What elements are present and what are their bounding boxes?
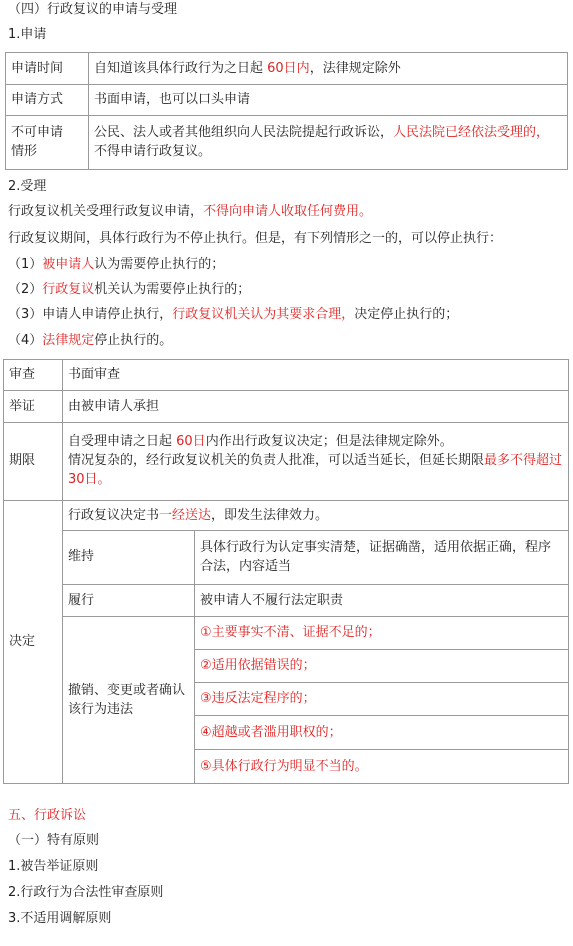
principle-item: 3.不适用调解原则 bbox=[8, 911, 112, 926]
table-row bbox=[6, 116, 568, 170]
sub-label: 撤销、变更或者确认该行为违法 bbox=[63, 617, 195, 784]
text-span: 不得申请行政复议。 bbox=[94, 143, 212, 159]
text-span: 停止执行的。 bbox=[94, 333, 173, 348]
highlight-text: 最多不得超过 30日。 bbox=[68, 453, 563, 487]
highlight-text: 行政复议 bbox=[42, 282, 95, 297]
row-label: 申请方式 bbox=[6, 85, 89, 116]
table-row bbox=[4, 501, 569, 531]
accept-paragraph bbox=[8, 203, 372, 222]
text-span: ，法律规定除外 bbox=[309, 60, 401, 76]
row-value: 由被申请人承担 bbox=[63, 391, 569, 423]
text-span: 行政复议决定书 bbox=[68, 507, 160, 523]
subsection-apply: 1.申请 bbox=[8, 27, 47, 42]
text-span: 机关认为需要停止执行的； bbox=[94, 282, 251, 297]
table-row bbox=[4, 391, 569, 423]
highlight-text: 不得向申请人收取任何费用。 bbox=[203, 204, 373, 219]
principle-item: 1.被告举证原则 bbox=[8, 859, 99, 874]
row-label-line: 情形 bbox=[11, 143, 38, 159]
row-value: 书面审查 bbox=[63, 360, 569, 391]
review-table bbox=[3, 359, 569, 784]
table-row bbox=[4, 531, 569, 585]
decision-intro bbox=[63, 501, 569, 531]
sub-label: 履行 bbox=[63, 585, 195, 617]
highlight-text: 法律规定 bbox=[42, 333, 95, 348]
section-heading-5: 五、行政诉讼 bbox=[8, 808, 87, 823]
revoke-reason: ⑤具体行政行为明显不当的。 bbox=[195, 750, 569, 784]
section-heading-4: （四）行政复议的申请与受理 bbox=[8, 2, 178, 17]
row-value bbox=[89, 53, 568, 85]
stop-item bbox=[8, 332, 172, 351]
revoke-reason: ②适用依据错误的； bbox=[195, 650, 569, 683]
text-span: （4） bbox=[8, 333, 43, 348]
subsection-accept: 2.受理 bbox=[8, 179, 47, 194]
deadline-line bbox=[68, 433, 563, 452]
text-span: 内作出行政复议决定；但是法律规定除外。 bbox=[205, 434, 453, 450]
text-span: （2） bbox=[8, 282, 43, 297]
table-row bbox=[4, 360, 569, 391]
row-label-line: 不可申请 bbox=[11, 124, 64, 140]
row-value bbox=[89, 85, 568, 116]
sub-value: 被申请人不履行法定职责 bbox=[195, 585, 569, 617]
text-span: ，即发生法律效力。 bbox=[211, 507, 329, 523]
row-value bbox=[89, 116, 568, 170]
text-span: 书面申请，也可以口头申请 bbox=[94, 92, 251, 108]
row-value bbox=[63, 423, 569, 501]
principle-item: 2.行政行为合法性审查原则 bbox=[8, 885, 164, 900]
text-span: （1） bbox=[8, 257, 43, 272]
highlight-text: 60日 bbox=[176, 434, 206, 450]
table-row bbox=[4, 423, 569, 501]
table-row bbox=[4, 617, 569, 650]
revoke-reason: ①主要事实不清、证据不足的； bbox=[195, 617, 569, 650]
row-label: 举证 bbox=[4, 391, 63, 423]
table-row bbox=[6, 53, 568, 85]
text-span: 公民、法人或者其他组织向人民法院提起行政诉讼， bbox=[94, 124, 394, 140]
highlight-text: 被申请人 bbox=[42, 257, 95, 272]
revoke-reason: ④超越或者滥用职权的； bbox=[195, 716, 569, 750]
revoke-reason: ③违反法定程序的； bbox=[195, 683, 569, 716]
stop-item bbox=[8, 281, 250, 300]
row-label: 审查 bbox=[4, 360, 63, 391]
row-label: 决定 bbox=[4, 501, 63, 784]
table-row bbox=[6, 85, 568, 116]
highlight-text: 人民法院已经依法受理的， bbox=[393, 124, 550, 140]
highlight-text: 一经送达 bbox=[159, 507, 212, 523]
subsection-principles: （一）特有原则 bbox=[8, 833, 100, 848]
text-span: 认为需要停止执行的； bbox=[94, 257, 225, 272]
text-span: 自知道该具体行政行为之日起 bbox=[94, 60, 268, 76]
text-span: 行政复议机关受理行政复议申请， bbox=[8, 204, 204, 219]
text-span: （3）申请人申请停止执行， bbox=[8, 307, 173, 322]
highlight-text: 行政复议机关认为其要求合理， bbox=[172, 307, 355, 322]
apply-table bbox=[5, 52, 568, 170]
highlight-text: 60日内 bbox=[267, 60, 310, 76]
row-label bbox=[6, 116, 89, 170]
stop-item bbox=[8, 256, 224, 275]
stop-intro: 行政复议期间，具体行政行为不停止执行。但是，有下列情形之一的，可以停止执行： bbox=[8, 231, 503, 246]
row-label: 期限 bbox=[4, 423, 63, 501]
stop-item bbox=[8, 306, 458, 325]
text-span: 自受理申请之日起 bbox=[68, 434, 177, 450]
sub-label: 维持 bbox=[63, 531, 195, 585]
table-row bbox=[4, 585, 569, 617]
deadline-line bbox=[68, 452, 563, 490]
text-span: 决定停止执行的； bbox=[354, 307, 459, 322]
text-span: 情况复杂的，经行政复议机关的负责人批准，可以适当延长，但延长期限 bbox=[68, 453, 485, 469]
sub-value: 具体行政行为认定事实清楚，证据确凿，适用依据正确，程序合法，内容适当 bbox=[195, 531, 569, 585]
row-label: 申请时间 bbox=[6, 53, 89, 85]
